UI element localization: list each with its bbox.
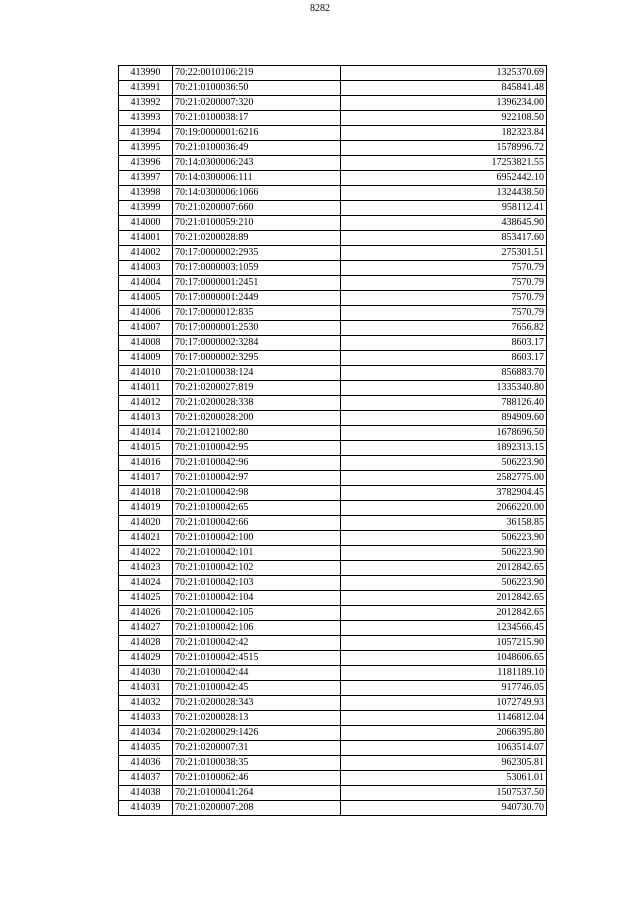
cadastral-number-cell: 70:21:0100042:102 [173,561,341,576]
table-row [119,246,547,261]
cadastral-number-cell: 70:21:0100042:98 [173,486,341,501]
cadastral-number-cell: 70:21:0100042:100 [173,531,341,546]
table-row [119,621,547,636]
cadastral-number-cell: 70:17:0000002:3295 [173,351,341,366]
value-cell: 7656.82 [341,321,547,336]
table-row [119,156,547,171]
row-number-cell: 414035 [119,741,173,756]
row-number-cell: 414023 [119,561,173,576]
table-row [119,726,547,741]
table-row [119,411,547,426]
value-cell: 1892313.15 [341,441,547,456]
row-number-cell: 414031 [119,681,173,696]
cadastral-number-cell: 70:17:0000001:2530 [173,321,341,336]
cadastral-number-cell: 70:21:0100042:105 [173,606,341,621]
table-row [119,321,547,336]
row-number-cell: 413991 [119,81,173,96]
row-number-cell: 413993 [119,111,173,126]
row-number-cell: 414000 [119,216,173,231]
cadastral-number-cell: 70:21:0100062:46 [173,771,341,786]
cadastral-number-cell: 70:21:0100042:96 [173,456,341,471]
value-cell: 1072749.93 [341,696,547,711]
row-number-cell: 414017 [119,471,173,486]
row-number-cell: 414022 [119,546,173,561]
row-number-cell: 413992 [119,96,173,111]
row-number-cell: 414018 [119,486,173,501]
value-cell: 894909.60 [341,411,547,426]
value-cell: 2012842.65 [341,591,547,606]
row-number-cell: 414008 [119,336,173,351]
row-number-cell: 414021 [119,531,173,546]
value-cell: 788126.40 [341,396,547,411]
table-row [119,216,547,231]
table-row [119,636,547,651]
value-cell: 2012842.65 [341,561,547,576]
table-row [119,336,547,351]
row-number-cell: 413999 [119,201,173,216]
value-cell: 7570.79 [341,291,547,306]
value-cell: 856883.70 [341,366,547,381]
row-number-cell: 414028 [119,636,173,651]
cadastral-number-cell: 70:21:0100042:66 [173,516,341,531]
cadastral-number-cell: 70:21:0100059:210 [173,216,341,231]
row-number-cell: 413994 [119,126,173,141]
table-row [119,561,547,576]
value-cell: 1335340.80 [341,381,547,396]
value-cell: 962305.81 [341,756,547,771]
value-cell: 506223.90 [341,456,547,471]
cadastral-number-cell: 70:21:0200028:13 [173,711,341,726]
cadastral-number-cell: 70:22:0010106:219 [173,66,341,81]
value-cell: 438645.90 [341,216,547,231]
cadastral-number-cell: 70:21:0200028:338 [173,396,341,411]
value-cell: 506223.90 [341,531,547,546]
row-number-cell: 414013 [119,411,173,426]
table-row [119,96,547,111]
value-cell: 506223.90 [341,546,547,561]
table-row [119,201,547,216]
row-number-cell: 414016 [119,456,173,471]
row-number-cell: 413990 [119,66,173,81]
table-row [119,756,547,771]
cadastral-number-cell: 70:19:0000001:6216 [173,126,341,141]
table-row [119,711,547,726]
value-cell: 853417.60 [341,231,547,246]
cadastral-number-cell: 70:21:0100042:44 [173,666,341,681]
value-cell: 958112.41 [341,201,547,216]
cadastral-number-cell: 70:21:0200007:208 [173,801,341,816]
row-number-cell: 413998 [119,186,173,201]
value-cell: 1057215.90 [341,636,547,651]
row-number-cell: 414039 [119,801,173,816]
value-cell: 8603.17 [341,351,547,366]
value-cell: 53061.01 [341,771,547,786]
row-number-cell: 414036 [119,756,173,771]
row-number-cell: 414005 [119,291,173,306]
value-cell: 2066395.80 [341,726,547,741]
table-row [119,666,547,681]
row-number-cell: 413995 [119,141,173,156]
row-number-cell: 414029 [119,651,173,666]
table-row [119,801,547,816]
cadastral-number-cell: 70:17:0000002:3284 [173,336,341,351]
table-row [119,291,547,306]
table-row [119,591,547,606]
row-number-cell: 414027 [119,621,173,636]
row-number-cell: 414011 [119,381,173,396]
table-row [119,576,547,591]
cadastral-number-cell: 70:14:0300006:111 [173,171,341,186]
cadastral-number-cell: 70:21:0200007:31 [173,741,341,756]
cadastral-number-cell: 70:21:0100038:124 [173,366,341,381]
table-row [119,681,547,696]
value-cell: 506223.90 [341,576,547,591]
cadastral-number-cell: 70:21:0100038:17 [173,111,341,126]
value-cell: 7570.79 [341,261,547,276]
cadastral-number-cell: 70:17:0000002:2935 [173,246,341,261]
cadastral-number-cell: 70:21:0100042:106 [173,621,341,636]
table-row [119,276,547,291]
table-row [119,501,547,516]
table-row [119,606,547,621]
table-row [119,456,547,471]
table-row [119,66,547,81]
table-row [119,381,547,396]
cadastral-number-cell: 70:21:0100042:42 [173,636,341,651]
row-number-cell: 414010 [119,366,173,381]
cadastral-number-cell: 70:21:0100042:45 [173,681,341,696]
cadastral-number-cell: 70:14:0300006:243 [173,156,341,171]
cadastral-number-cell: 70:21:0121002:80 [173,426,341,441]
value-cell: 1507537.50 [341,786,547,801]
value-cell: 1578996.72 [341,141,547,156]
cadastral-number-cell: 70:21:0100042:101 [173,546,341,561]
value-cell: 1396234.00 [341,96,547,111]
value-cell: 1678696.50 [341,426,547,441]
value-cell: 1324438.50 [341,186,547,201]
cadastral-number-cell: 70:21:0100042:65 [173,501,341,516]
value-cell: 1325370.69 [341,66,547,81]
value-cell: 2582775.00 [341,471,547,486]
value-cell: 940730.70 [341,801,547,816]
table-row [119,441,547,456]
value-cell: 7570.79 [341,276,547,291]
table-row [119,111,547,126]
value-cell: 1063514.07 [341,741,547,756]
row-number-cell: 414003 [119,261,173,276]
cadastral-number-cell: 70:21:0200028:89 [173,231,341,246]
cadastral-number-cell: 70:21:0200028:200 [173,411,341,426]
page-number: 8282 [310,3,330,14]
cadastral-number-cell: 70:21:0100041:264 [173,786,341,801]
value-cell: 7570.79 [341,306,547,321]
row-number-cell: 414001 [119,231,173,246]
row-number-cell: 414025 [119,591,173,606]
cadastral-number-cell: 70:21:0100042:95 [173,441,341,456]
table-row [119,771,547,786]
cadastral-number-cell: 70:17:0000001:2451 [173,276,341,291]
row-number-cell: 414034 [119,726,173,741]
row-number-cell: 414033 [119,711,173,726]
row-number-cell: 414015 [119,441,173,456]
value-cell: 917746.05 [341,681,547,696]
row-number-cell: 414012 [119,396,173,411]
table-row [119,351,547,366]
table-row [119,426,547,441]
cadastral-number-cell: 70:17:0000012:835 [173,306,341,321]
table-row [119,81,547,96]
value-cell: 6952442.10 [341,171,547,186]
cadastral-number-cell: 70:21:0200027:819 [173,381,341,396]
table-row [119,261,547,276]
value-cell: 8603.17 [341,336,547,351]
cadastral-number-cell: 70:21:0200028:343 [173,696,341,711]
row-number-cell: 414037 [119,771,173,786]
table-row [119,141,547,156]
cadastral-number-cell: 70:14:0300006:1066 [173,186,341,201]
value-cell: 36158.85 [341,516,547,531]
value-cell: 2012842.65 [341,606,547,621]
value-cell: 2066220.00 [341,501,547,516]
row-number-cell: 414024 [119,576,173,591]
row-number-cell: 414032 [119,696,173,711]
row-number-cell: 413996 [119,156,173,171]
row-number-cell: 413997 [119,171,173,186]
cadastral-number-cell: 70:21:0100042:4515 [173,651,341,666]
value-cell: 1181189.10 [341,666,547,681]
row-number-cell: 414020 [119,516,173,531]
table-row [119,186,547,201]
cadastral-number-cell: 70:17:0000003:1059 [173,261,341,276]
table-row [119,306,547,321]
cadastral-number-cell: 70:17:0000001:2449 [173,291,341,306]
row-number-cell: 414004 [119,276,173,291]
table-row [119,696,547,711]
cadastral-number-cell: 70:21:0200029:1426 [173,726,341,741]
cadastral-number-cell: 70:21:0100042:104 [173,591,341,606]
cadastral-number-cell: 70:21:0100038:35 [173,756,341,771]
cadastral-number-cell: 70:21:0200007:320 [173,96,341,111]
table-row [119,651,547,666]
row-number-cell: 414007 [119,321,173,336]
value-cell: 182323.84 [341,126,547,141]
row-number-cell: 414014 [119,426,173,441]
cadastral-number-cell: 70:21:0200007:660 [173,201,341,216]
value-cell: 1146812.04 [341,711,547,726]
value-cell: 275301.51 [341,246,547,261]
table-row [119,741,547,756]
table-row [119,231,547,246]
row-number-cell: 414009 [119,351,173,366]
table-row [119,516,547,531]
row-number-cell: 414019 [119,501,173,516]
table-row [119,126,547,141]
value-cell: 3782904.45 [341,486,547,501]
table-row [119,366,547,381]
table-row [119,396,547,411]
row-number-cell: 414026 [119,606,173,621]
value-cell: 1234566.45 [341,621,547,636]
value-cell: 1048606.65 [341,651,547,666]
table-row [119,486,547,501]
table-row [119,171,547,186]
cadastral-number-cell: 70:21:0100042:103 [173,576,341,591]
table-row [119,531,547,546]
cadastral-number-cell: 70:21:0100036:50 [173,81,341,96]
row-number-cell: 414002 [119,246,173,261]
table-row [119,546,547,561]
value-cell: 922108.50 [341,111,547,126]
table-body [119,66,547,816]
table-row [119,471,547,486]
row-number-cell: 414030 [119,666,173,681]
table-row [119,786,547,801]
row-number-cell: 414038 [119,786,173,801]
row-number-cell: 414006 [119,306,173,321]
value-cell: 17253821.55 [341,156,547,171]
value-cell: 845841.48 [341,81,547,96]
cadastral-number-cell: 70:21:0100042:97 [173,471,341,486]
cadastral-number-cell: 70:21:0100036:49 [173,141,341,156]
cadastral-value-table [118,65,547,816]
